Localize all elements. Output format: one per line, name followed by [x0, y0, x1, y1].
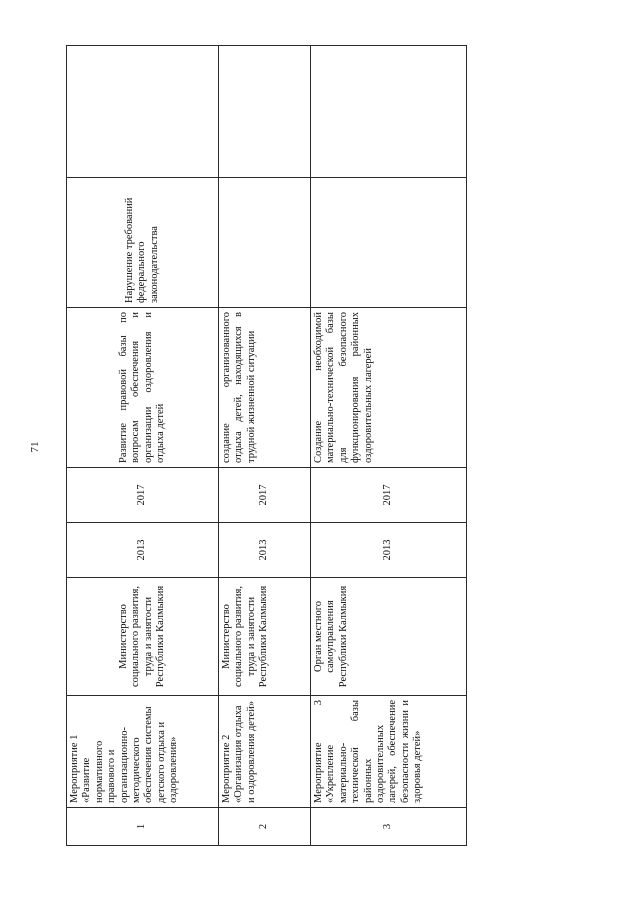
table-row [219, 46, 311, 846]
executor-cell: Министерство социального развития, труда и занятости Республики Калмыкия [219, 578, 311, 696]
rotated-table-wrapper [66, 46, 466, 846]
end-year-cell: 2017 [311, 468, 467, 523]
result-cell: Развитие правовой базы по вопросам обеспечения и организации оздоровления и отдыха детей [67, 308, 219, 468]
result-cell: создание организованного отдыха детей, находящихся в трудной жизненной ситуации [219, 308, 311, 468]
end-year-cell: 2017 [67, 468, 219, 523]
executor-cell: Орган местного самоуправления Республики Калмыкия [311, 578, 467, 696]
row-number-cell: 1 [67, 808, 219, 846]
start-year-cell: 2013 [219, 523, 311, 578]
consequence-cell: Нарушение требований федерального законодательства [67, 178, 219, 308]
event-cell: Мероприятие 3 «Укрепление материально-технической базы районных оздоровительных лагерей, обеспечение безопасности жизни и здоровья детей» [311, 696, 467, 808]
consequence-cell [311, 178, 467, 308]
event-cell: Мероприятие 1 «Развитие нормативного правового и организационно-методического обеспечения системы детского отдыха и оздоровления» [67, 696, 219, 808]
end-year-cell: 2017 [219, 468, 311, 523]
table-row [311, 46, 467, 846]
note-cell [67, 46, 219, 178]
row-number-cell: 3 [311, 808, 467, 846]
start-year-cell: 2013 [311, 523, 467, 578]
note-cell [219, 46, 311, 178]
consequence-cell [219, 178, 311, 308]
result-cell: Создание необходимой материально-технической базы для безопасного функционирования районных оздоровительных лагерей [311, 308, 467, 468]
table-row [67, 46, 219, 846]
event-cell: Мероприятие 2 «Организация отдыха и оздоровления детей» [219, 696, 311, 808]
start-year-cell: 2013 [67, 523, 219, 578]
executor-cell: Министерство социального развития, труда и занятости Республики Калмыкия [67, 578, 219, 696]
row-number-cell: 2 [219, 808, 311, 846]
page-number: 71 [29, 441, 41, 453]
program-events-table [66, 45, 467, 846]
note-cell [311, 46, 467, 178]
